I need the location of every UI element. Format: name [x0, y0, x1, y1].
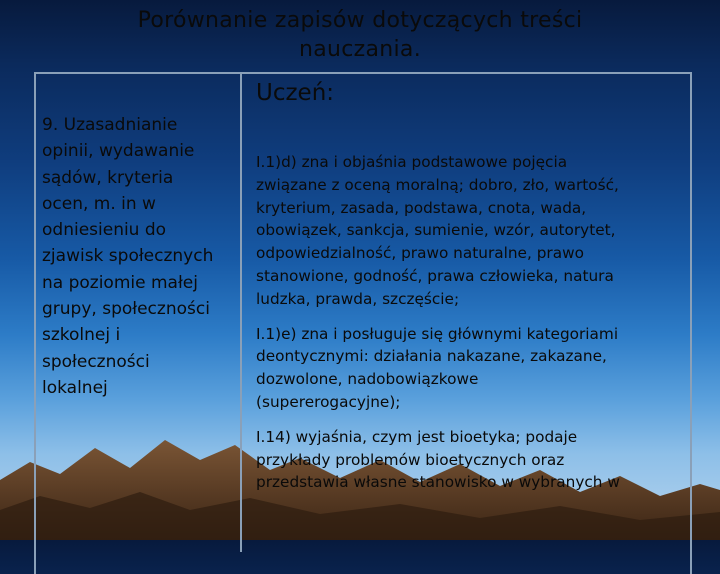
- left-cell-line: na poziomie małej: [42, 272, 198, 293]
- paragraph-1-14: [256, 426, 686, 494]
- left-cell-line: zjawisk społecznych: [42, 246, 214, 267]
- right-cell-line: dozwolone, nadobowiązkowe: [256, 370, 479, 389]
- right-cell-line: kryterium, zasada, podstawa, cnota, wada,: [256, 198, 587, 217]
- right-cell-line: obowiązek, sankcja, sumienie, wzór, autorytet,: [256, 221, 616, 240]
- right-cell-line: stanowione, godność, prawa człowieka, natura: [256, 266, 614, 285]
- left-cell-line: społeczności: [42, 351, 150, 372]
- slide-title: [0, 6, 720, 64]
- right-cell-line: I.1)d) zna i objaśnia podstawowe pojęcia: [256, 153, 568, 171]
- left-cell-line: sądów, kryteria: [42, 167, 174, 188]
- paragraph-1-1-e: [256, 323, 686, 414]
- left-cell-line: 9. Uzasadnianie: [42, 115, 178, 135]
- right-cell-line: odpowiedzialność, prawo naturalne, prawo: [256, 244, 584, 263]
- right-cell-line: I.14) wyjaśnia, czym jest bioetyka; podaje: [256, 427, 578, 446]
- left-cell-line: odniesieniu do: [42, 220, 167, 241]
- left-cell-line: ocen, m. in w: [42, 193, 156, 214]
- left-cell-line: opinii, wydawanie: [42, 141, 195, 162]
- right-cell-line: przykłady problemów bioetycznych oraz: [256, 450, 565, 469]
- right-cell-line: ludzka, prawda, szczęście;: [256, 289, 460, 308]
- right-cell-line: związane z oceną moralną; dobro, zło, wartość,: [256, 175, 619, 194]
- title-line: nauczania.: [298, 37, 422, 62]
- left-cell-requirement: [42, 112, 238, 401]
- left-cell-line: grupy, społeczności: [42, 299, 210, 320]
- right-cell-line: przedstawia własne stanowisko w wybranych w: [256, 473, 620, 492]
- title-line: Porównanie zapisów dotyczących treści: [137, 8, 583, 33]
- right-cell-line: I.1)e) zna i posługuje się głównymi kategoriami: [256, 324, 619, 343]
- right-cell-line: deontycznymi: działania nakazane, zakazane,: [256, 347, 607, 366]
- paragraph-1-1-d: [256, 151, 686, 311]
- right-cell-content: [256, 151, 686, 494]
- left-cell-line: szkolnej i: [42, 325, 121, 346]
- column-header-uczen: Uczeń:: [256, 80, 335, 106]
- left-cell-line: lokalnej: [42, 377, 108, 398]
- column-divider: [240, 72, 242, 552]
- right-cell-line: (supererogacyjne);: [256, 392, 401, 411]
